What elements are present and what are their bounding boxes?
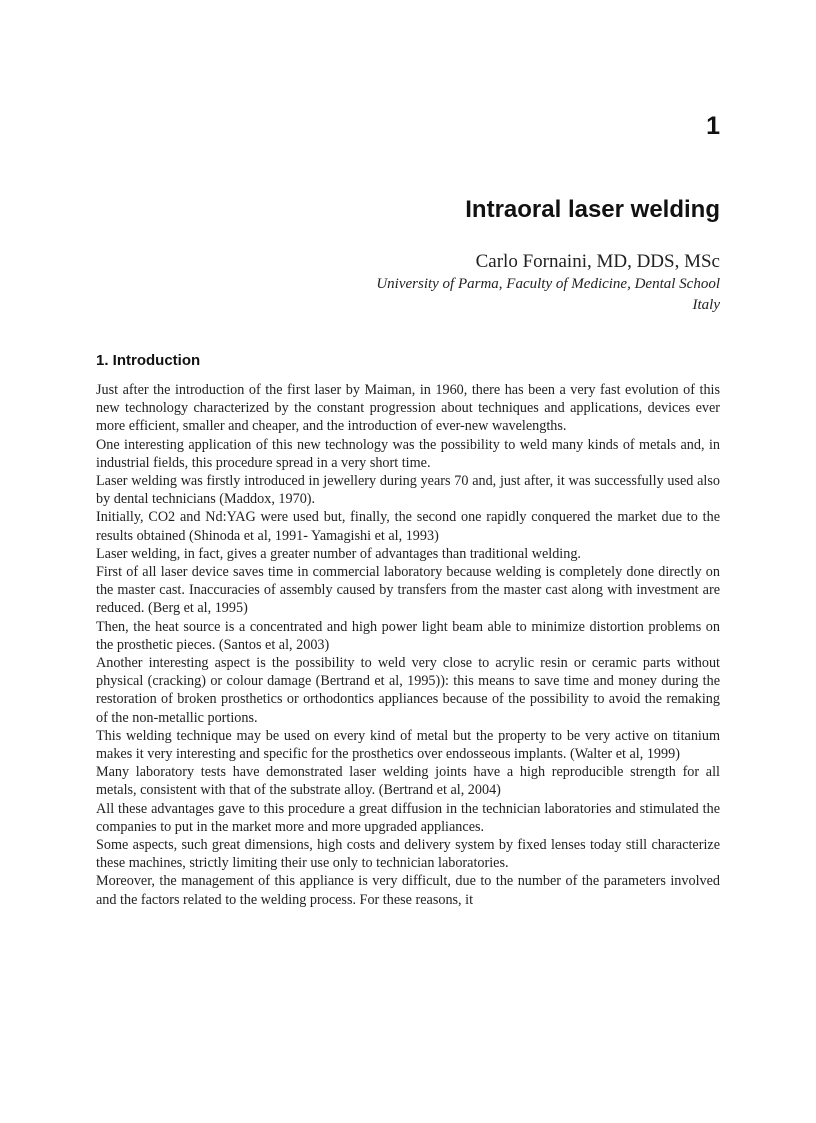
paragraph: Just after the introduction of the first laser by Maiman, in 1960, there has been a very fast evolution of this new technology characterized by the constant progression about techniques and applications, devices ever more efficient, smaller and cheaper, and the introduction of ever-new wavelengths. [96, 382, 720, 435]
author-block [376, 250, 720, 316]
chapter-title: Intraoral laser welding [465, 196, 720, 223]
paragraph: Many laboratory tests have demonstrated laser welding joints have a high reproducible strength for all metals, consistent with that of the substrate alloy. (Bertrand et al, 2004) [96, 764, 720, 799]
chapter-number: 1 [706, 112, 720, 140]
author-affiliation: University of Parma, Faculty of Medicine, Dental School [376, 276, 720, 292]
paragraph: Moreover, the management of this appliance is very difficult, due to the number of the parameters involved and the factors related to the welding process. For these reasons, it [96, 873, 720, 908]
section-heading: 1. Introduction [96, 352, 201, 369]
paragraph: Laser welding, in fact, gives a greater number of advantages than traditional welding. [96, 545, 581, 562]
paragraph: Initially, CO2 and Nd:YAG were used but, finally, the second one rapidly conquered the market due to the results obtained (Shinoda et al, 1991- Yamagishi et al, 1993) [96, 509, 720, 544]
section-body [96, 381, 720, 909]
paragraph: Another interesting aspect is the possibility to weld very close to acrylic resin or ceramic parts without physical (cracking) or colour damage (Bertrand et al, 1995)): this means to save time and money during the restoration of broken prosthetics or orthodontics appliances because of the possibility to avoid the remaking of the non-metallic portions. [96, 655, 720, 726]
paragraph: First of all laser device saves time in commercial laboratory because welding is completely done directly on the master cast. Inaccuracies of assembly caused by transfers from the master cast along with investment are reduced. (Berg et al, 1995) [96, 564, 720, 617]
paragraph: This welding technique may be used on every kind of metal but the property to be very active on titanium makes it very interesting and specific for the prosthetics over endosseous implants. (Walter et al, 1999) [96, 727, 720, 763]
paragraph: One interesting application of this new technology was the possibility to weld many kinds of metals and, in industrial fields, this procedure spread in a very short time. [96, 436, 720, 471]
author-name: Carlo Fornaini, MD, DDS, MSc [475, 251, 720, 272]
paragraph: Then, the heat source is a concentrated and high power light beam able to minimize distortion problems on the prosthetic pieces. (Santos et al, 2003) [96, 618, 720, 653]
paragraph: All these advantages gave to this procedure a great diffusion in the technician laboratories and stimulated the companies to put in the market more and more upgraded appliances. [96, 800, 720, 835]
paragraph: Some aspects, such great dimensions, high costs and delivery system by fixed lenses today still characterize these machines, strictly limiting their use only to technician laboratories. [96, 837, 720, 872]
paragraph: Laser welding was firstly introduced in jewellery during years 70 and, just after, it was successfully used also by dental technicians (Maddox, 1970). [96, 473, 720, 508]
author-country: Italy [692, 297, 720, 313]
